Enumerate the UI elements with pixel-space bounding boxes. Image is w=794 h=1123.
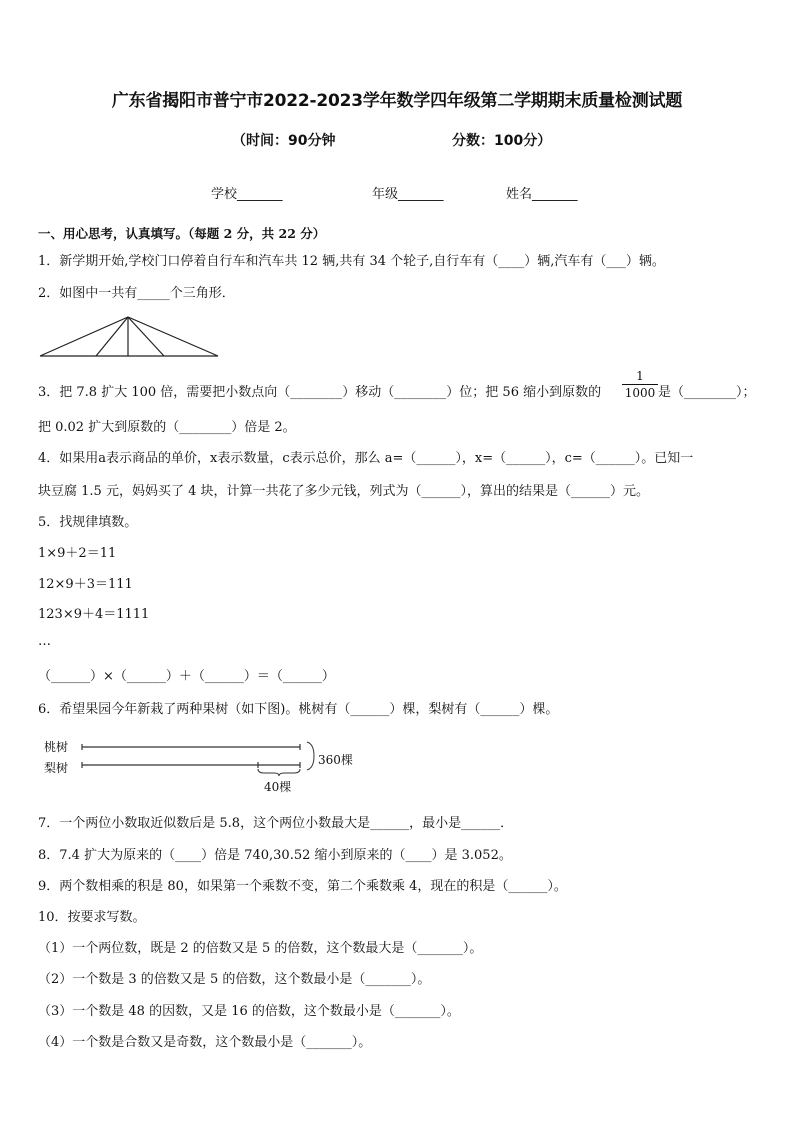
school-field: 学校_______ [211,187,283,202]
question-1: 1．新学期开始,学校门口停着自行车和汽车共 12 辆,共有 34 个轮子,自行车有（____）辆,汽车有（___）辆。 [38,254,665,269]
question-3-part-c: 把 0.02 扩大到原数的（________）倍是 2。 [38,420,296,435]
exam-time: （时间：90分钟 [232,133,336,149]
question-4-line-1: 4．如果用a表示商品的单价，x表示数量，c表示总价，那么 a=（______），x=（______），c=（______）。已知一 [38,451,694,466]
pear-label: 梨树 [44,761,69,775]
pattern-line-1: 1×9＋2＝11 [38,546,117,561]
grade-field: 年级_______ [372,187,444,202]
question-8: 8．7.4 扩大为原来的（____）倍是 740,30.52 缩小到原来的（____）是 3.052。 [38,848,512,863]
peach-label: 桃树 [44,740,69,754]
pattern-line-3: 123×9＋4＝1111 [38,607,150,622]
section-heading: 一、用心思考，认真填写。（每题 2 分，共 22 分） [38,226,326,241]
question-4-line-2: 块豆腐 1.5 元，妈妈买了 4 块，计算一共花了多少元钱，列式为（______），算出的结果是（______）元。 [38,484,649,499]
question-2: 2．如图中一共有_____个三角形． [38,286,235,301]
question-7: 7．一个两位小数取近似数后是 5.8，这个两位小数最大是______，最小是______． [38,816,514,831]
difference-label: 40棵 [264,780,292,794]
question-10-4: （4）一个数是合数又是奇数，这个数最小是（_______）。 [38,1035,372,1050]
exam-score: 分数：100分） [452,133,552,149]
question-10-2: （2）一个数是 3 的倍数又是 5 的倍数，这个数最小是（_______）。 [38,972,431,987]
pattern-line-2: 12×9＋3＝111 [38,577,133,592]
question-10-3: （3）一个数是 48 的因数，又是 16 的倍数，这个数最小是（_______）。 [38,1004,460,1019]
question-3-part-a: 3．把 7.8 扩大 100 倍，需要把小数点向（________）移动（________）位；把 56 缩小到原数的 [38,385,602,400]
total-label: 360棵 [318,753,353,767]
question-3-part-b: 是（________）； [658,385,756,400]
pattern-ellipsis: … [38,634,51,649]
pattern-blank: （______）×（______）＋（______）＝（______） [38,669,335,684]
question-9: 9．两个数相乘的积是 80，如果第一个乘数不变，第二个乘数乘 4，现在的积是（______）。 [38,879,567,894]
question-10: 10．按要求写数。 [38,910,146,925]
fraction-1-1000 [622,369,658,400]
question-10-1: （1）一个两位数，既是 2 的倍数又是 5 的倍数，这个数最大是（_______）。 [38,941,483,956]
question-5: 5．找规律填数。 [38,515,138,530]
fraction-numerator: 1 [636,369,644,383]
fraction-denominator: 1000 [624,386,656,400]
name-field: 姓名_______ [506,187,578,202]
page-title: 广东省揭阳市普宁市2022-2023学年数学四年级第二学期期末质量检测试题 [111,91,683,111]
question-6: 6．希望果园今年新栽了两种果树（如下图)。桃树有（______）棵，梨树有（______）棵。 [38,702,559,717]
triangle-figure [38,314,222,360]
